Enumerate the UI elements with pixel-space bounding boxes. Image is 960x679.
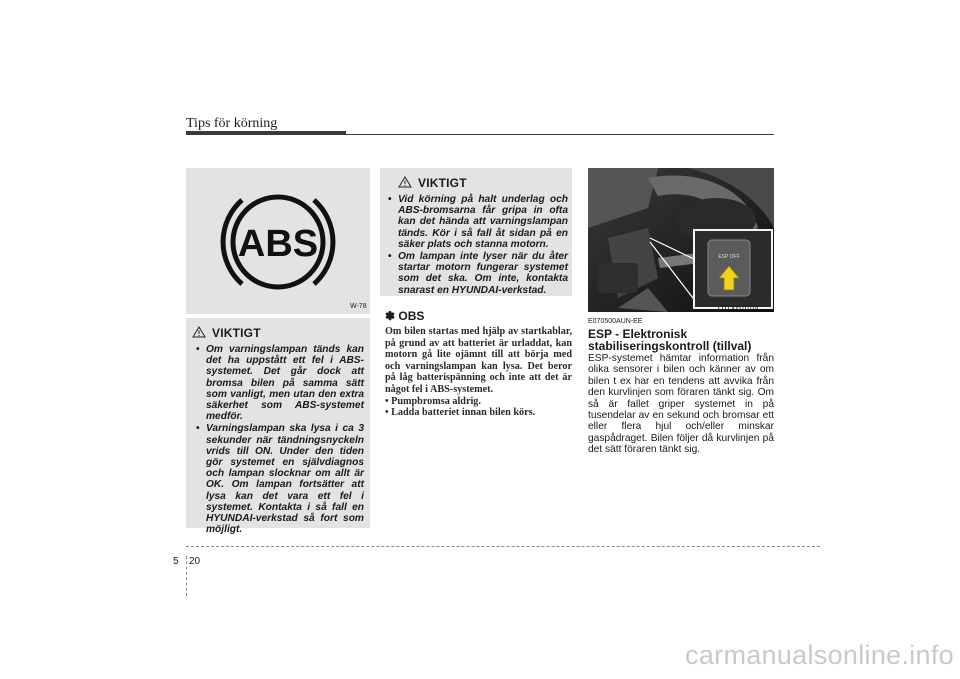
page-number: 20 <box>189 556 201 567</box>
warning-triangle-icon <box>192 326 206 338</box>
warning-box-left <box>186 318 370 536</box>
header-rule <box>186 134 774 135</box>
esp-off-label: ESP OFF <box>718 254 740 260</box>
esp-button-photo <box>588 168 774 312</box>
warning-triangle-icon <box>398 176 412 188</box>
photo-caption: OTQ057010L <box>718 305 761 312</box>
footer-divider <box>186 546 820 547</box>
warning-list <box>192 344 364 535</box>
warning-item: • Om varningslampan tänds kan det ha uppstått ett fel i ABS-systemet. Det går dock att bromsa bilen på samma sätt som vanligt, men utan den extra säkerhet som ABS-systemet medför. <box>196 344 364 423</box>
footer-vertical-divider <box>186 556 187 596</box>
dashboard-photo <box>588 168 774 312</box>
warning-title: VIKTIGT <box>192 326 364 340</box>
abs-warning-lamp-icon <box>186 168 370 314</box>
chapter-number: 5 <box>173 556 179 567</box>
section-title: Tips för körning <box>186 116 278 131</box>
section-code: E070500AUN-EE <box>588 318 643 325</box>
abs-image-code: W-78 <box>350 303 367 310</box>
esp-heading: ESP - Elektronisk stabiliseringskontroll (tillval) <box>588 327 752 353</box>
obs-item: • Ladda batteriet innan bilen körs. <box>385 407 536 419</box>
watermark: carmanualsonline.info <box>685 640 954 670</box>
esp-body: ESP-systemet hämtar information från olika sensorer i bilen och känner av om bilen t ex har en tendens att avvika från den kurvlinjen som föraren tänkt sig. Om så är fallet griper systemet in på tusendelar av en sekund och bromsar ett eller flera hjul och/eller minskar gaspådraget. Bilen följer då kurvlinjen på det sätt föraren tänkt sig. <box>588 353 774 456</box>
obs-list <box>385 396 572 419</box>
warning-title: VIKTIGT <box>384 176 568 190</box>
warning-item: • Vid körning på halt underlag och ABS-bromsarna får gripa in ofta kan det hända att varningslampan tänds. Kör i så fall åt sidan på en säker plats och stanna motorn. <box>388 194 568 250</box>
obs-title: ✽ OBS <box>385 309 425 323</box>
obs-body: Om bilen startas med hjälp av startkablar, på grund av att batteriet är urladdat, kan motorn gå lite ojämnt till att börja med och varningslampan kan lysa. Det beror på låg batterispänning och inte att det är något fel i ABS-systemet. <box>385 326 572 395</box>
warning-item: • Varningslampan ska lysa i ca 3 sekunder när tändningsnyckeln vrids till ON. Under den tiden gör systemet en självdiagnos och lampan slocknar om allt är OK. Om lampan fortsätter att lysa kan det vara ett fel i systemet. Kontakta i så fall en HYUNDAI-verkstad så fort som möjligt. <box>196 423 364 536</box>
abs-lamp-illustration <box>186 168 370 314</box>
abs-lamp-text: ABS <box>237 223 319 265</box>
warning-list <box>384 194 568 296</box>
warning-box-middle <box>380 168 572 296</box>
obs-note <box>385 309 572 419</box>
obs-item: • Pumpbromsa aldrig. <box>385 395 481 407</box>
warning-item: • Om lampan inte lyser när du åter startar motorn fungerar systemet som det ska. Om inte, kontakta snarast en HYUNDAI-verkstad. <box>388 251 568 296</box>
